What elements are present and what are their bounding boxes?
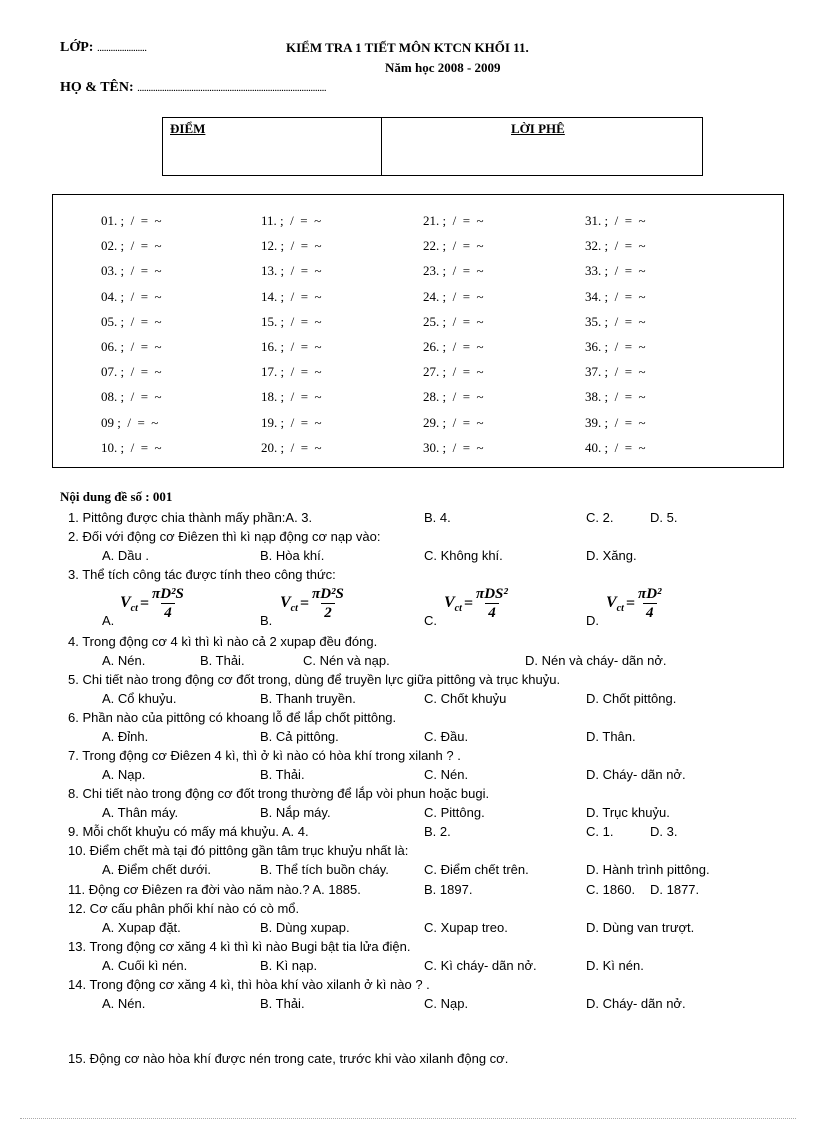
q14-option-d: D. Cháy- dãn nở. (586, 996, 686, 1011)
answer-cell-23: 23. ; / = ~ (423, 263, 484, 279)
q3-option-d: D. (586, 613, 599, 628)
answer-cell-35: 35. ; / = ~ (585, 313, 646, 329)
q9-option-c: C. 1. (586, 824, 614, 839)
q13-option-d: D. Kì nén. (586, 958, 644, 973)
question-2: 2. Đối với động cơ Điêzen thì kì nạp động cơ nạp vào: (68, 529, 381, 544)
answer-cell-31: 31. ; / = ~ (585, 213, 646, 228)
q7-option-b: B. Thải. (260, 767, 305, 782)
q11-option-b: B. 1897. (424, 882, 473, 897)
answer-cell-15: 15. ; / = ~ (261, 313, 322, 329)
q13-option-b: B. Kì nạp. (260, 958, 318, 973)
answer-cell-19: 19. ; / = ~ (261, 414, 322, 430)
q2-option-d: D. Xăng. (586, 548, 637, 563)
answer-cell-11: 11. ; / = ~ (261, 213, 322, 228)
answer-cell-18: 18. ; / = ~ (261, 389, 322, 405)
answer-cell-38: 38. ; / = ~ (585, 389, 646, 405)
q4-option-c: C. Nén và nạp. (303, 653, 390, 668)
answer-cell-39: 39. ; / = ~ (585, 414, 646, 430)
q4-option-a: A. Nén. (102, 653, 146, 668)
q3-formula-d: $V_{ct}$ = $\frac{\text{πD²}}{4}$ (606, 586, 662, 621)
answer-cell-21: 21. ; / = ~ (423, 213, 484, 228)
name-label: HỌ & TÊN: .................................................................................... (60, 80, 327, 95)
answer-cell-26: 26. ; / = ~ (423, 339, 484, 354)
q1-option-d: D. 5. (650, 510, 678, 525)
q10-option-c: C. Điểm chết trên. (424, 862, 529, 877)
q3-option-c: C. (424, 613, 437, 628)
q14-option-c: C. Nạp. (424, 996, 469, 1011)
q12-option-c: C. Xupap treo. (424, 920, 508, 935)
q2-option-c: C. Không khí. (424, 548, 503, 563)
question-6: 6. Phần nào của pittông có khoang lỗ để lắp chốt pittông. (68, 710, 397, 725)
answer-cell-9: 09 ; / = ~ (101, 414, 159, 430)
q5-option-c: C. Chốt khuỷu (424, 691, 507, 706)
answer-cell-24: 24. ; / = ~ (423, 288, 484, 304)
q5-option-b: B. Thanh truyền. (260, 691, 356, 706)
score-label: ĐIỂM (170, 121, 206, 136)
q14-option-a: A. Nén. (102, 996, 146, 1011)
answer-cell-34: 34. ; / = ~ (585, 288, 646, 304)
q8-option-a: A. Thân máy. (102, 805, 179, 820)
q3-formula-b: $V_{ct}$ = $\frac{\text{πD²S}}{2}$ (280, 586, 344, 621)
q7-option-c: C. Nén. (424, 767, 469, 782)
question-12: 12. Cơ cấu phân phối khí nào có cò mổ. (68, 901, 300, 916)
answer-cell-12: 12. ; / = ~ (261, 238, 322, 254)
answer-cell-14: 14. ; / = ~ (261, 288, 322, 304)
answer-cell-16: 16. ; / = ~ (261, 339, 322, 354)
grade-box (162, 117, 703, 176)
answer-cell-32: 32. ; / = ~ (585, 238, 646, 254)
q3-option-a: A. (102, 613, 115, 628)
class-blank: ...................... (96, 42, 147, 54)
q9-option-d: D. 3. (650, 824, 678, 839)
answer-cell-22: 22. ; / = ~ (423, 238, 484, 254)
question-11: 11. Động cơ Điêzen ra đời vào năm nào.? A. 1885. (68, 882, 361, 897)
answer-cell-7: 07. ; / = ~ (101, 364, 162, 380)
q9-option-b: B. 2. (424, 824, 451, 839)
answer-cell-4: 04. ; / = ~ (101, 288, 162, 304)
answer-cell-36: 36. ; / = ~ (585, 339, 646, 354)
answer-cell-6: 06. ; / = ~ (101, 339, 162, 354)
q1-option-c: C. 2. (586, 510, 614, 525)
q2-option-b: B. Hòa khí. (260, 548, 325, 563)
q8-option-b: B. Nắp máy. (260, 805, 331, 820)
question-14: 14. Trong động cơ xăng 4 kì, thì hòa khí vào xilanh ở kì nào ? . (68, 977, 430, 992)
q6-option-d: D. Thân. (586, 729, 636, 744)
answer-cell-8: 08. ; / = ~ (101, 389, 162, 405)
answer-cell-37: 37. ; / = ~ (585, 364, 646, 380)
q12-option-b: B. Dùng xupap. (260, 920, 350, 935)
page-edge-line (20, 1118, 796, 1119)
q6-option-a: A. Đỉnh. (102, 729, 149, 744)
q3-formula-c: $V_{ct}$ = $\frac{\text{πDS²}}{4}$ (444, 586, 508, 621)
q10-option-d: D. Hành trình pittông. (586, 862, 710, 877)
q11-option-c: C. 1860. (586, 882, 636, 897)
answer-cell-20: 20. ; / = ~ (261, 439, 322, 455)
answer-cell-27: 27. ; / = ~ (423, 364, 484, 380)
answer-cell-2: 02. ; / = ~ (101, 238, 162, 254)
q8-option-d: D. Trục khuỷu. (586, 805, 670, 820)
q10-option-a: A. Điểm chết dưới. (102, 862, 211, 877)
answer-cell-3: 03. ; / = ~ (101, 263, 162, 279)
q3-option-b: B. (260, 613, 273, 628)
q6-option-b: B. Cả pittông. (260, 729, 339, 744)
q1-option-b: B. 4. (424, 510, 451, 525)
question-13: 13. Trong động cơ xăng 4 kì thì kì nào Bugi bật tia lửa điện. (68, 939, 411, 954)
q2-option-a: A. Dầu . (102, 548, 149, 563)
answer-cell-28: 28. ; / = ~ (423, 389, 484, 405)
answer-cell-40: 40. ; / = ~ (585, 439, 646, 455)
exam-title: KIỂM TRA 1 TIẾT MÔN KTCN KHỐI 11. (286, 40, 529, 55)
q14-option-b: B. Thải. (260, 996, 305, 1011)
question-4: 4. Trong động cơ 4 kì thì kì nào cả 2 xupap đều đóng. (68, 634, 378, 649)
q13-option-c: C. Kì cháy- dãn nở. (424, 958, 537, 973)
answer-cell-10: 10. ; / = ~ (101, 439, 162, 455)
school-year: Năm học 2008 - 2009 (385, 60, 501, 75)
question-1: 1. Pittông được chia thành mấy phần:A. 3. (68, 510, 313, 525)
question-15: 15. Động cơ nào hòa khí được nén trong cate, trước khi vào xilanh động cơ. (68, 1051, 509, 1066)
question-5: 5. Chi tiết nào trong động cơ đốt trong, dùng để truyền lực giữa pittông và trục khuỷu. (68, 672, 561, 687)
q12-option-a: A. Xupap đặt. (102, 920, 181, 935)
answer-cell-13: 13. ; / = ~ (261, 263, 322, 279)
answer-cell-1: 01. ; / = ~ (101, 213, 162, 228)
answer-cell-17: 17. ; / = ~ (261, 364, 322, 380)
question-8: 8. Chi tiết nào trong động cơ đốt trong thường để lắp vòi phun hoặc bugi. (68, 786, 490, 801)
question-7: 7. Trong động cơ Điêzen 4 kì, thì ở kì nào có hòa khí trong xilanh ? . (68, 748, 461, 763)
class-label: LỚP: ...................... (60, 40, 147, 55)
q5-option-a: A. Cổ khuỷu. (102, 691, 177, 706)
q10-option-b: B. Thể tích buồn cháy. (260, 862, 389, 877)
q4-option-d: D. Nén và cháy- dãn nở. (525, 653, 667, 668)
q8-option-c: C. Pittông. (424, 805, 485, 820)
q7-option-a: A. Nạp. (102, 767, 146, 782)
q11-option-d: D. 1877. (650, 882, 700, 897)
content-title: Nội dung đề số : 001 (60, 489, 173, 504)
answer-cell-30: 30. ; / = ~ (423, 439, 484, 455)
q5-option-d: D. Chốt pittông. (586, 691, 677, 706)
answer-cell-29: 29. ; / = ~ (423, 414, 484, 430)
q7-option-d: D. Cháy- dãn nở. (586, 767, 686, 782)
answer-cell-33: 33. ; / = ~ (585, 263, 646, 279)
answer-cell-5: 05. ; / = ~ (101, 313, 162, 329)
q13-option-a: A. Cuối kì nén. (102, 958, 188, 973)
answer-cell-25: 25. ; / = ~ (423, 313, 484, 329)
q3-formula-a: $V_{ct}$ = $\frac{\text{πD²S}}{4}$ (120, 586, 184, 621)
question-3: 3. Thể tích công tác được tính theo công thức: (68, 567, 336, 582)
q12-option-d: D. Dùng van trượt. (586, 920, 695, 935)
comment-label: LỜI PHÊ (511, 121, 565, 136)
question-10: 10. Điểm chết mà tại đó pittông gần tâm trục khuỷu nhất là: (68, 843, 409, 858)
q6-option-c: C. Đầu. (424, 729, 469, 744)
answer-grid (52, 194, 784, 468)
question-9: 9. Mỗi chốt khuỷu có mấy má khuỷu. A. 4. (68, 824, 309, 839)
name-blank: .................................................................................... (137, 82, 327, 94)
q4-option-b: B. Thải. (200, 653, 245, 668)
